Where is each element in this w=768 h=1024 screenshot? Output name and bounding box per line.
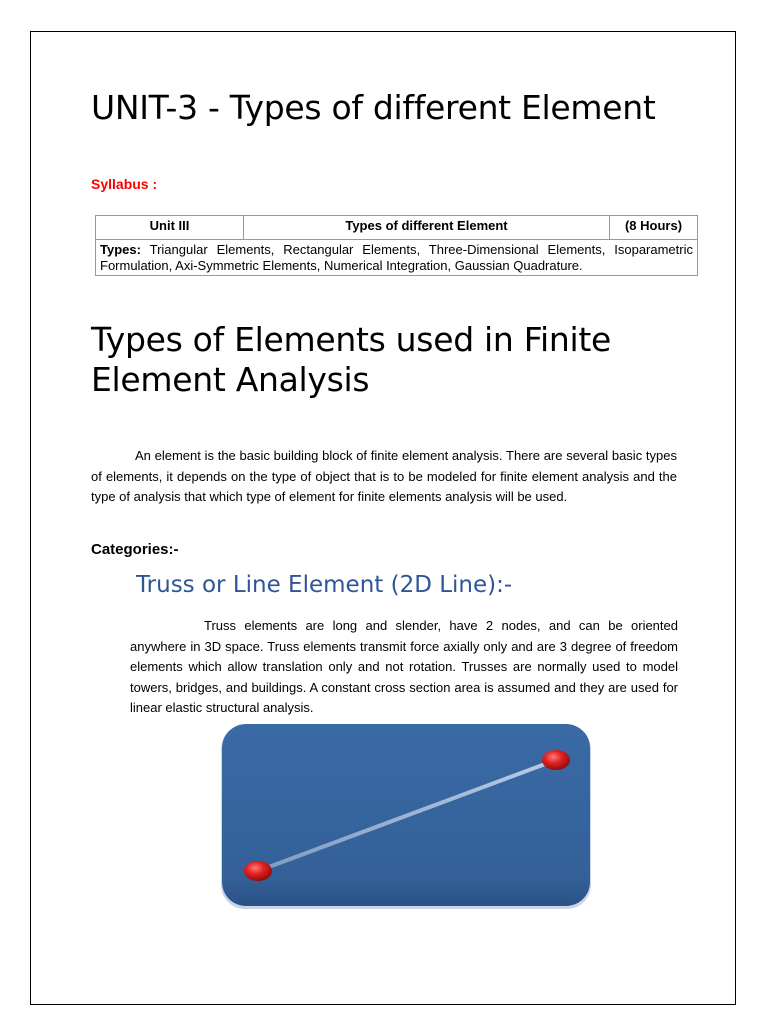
section-title: Types of Elements used in Finite Element Analysis xyxy=(91,320,611,399)
syllabus-body-row xyxy=(96,240,698,276)
syllabus-topic-cell: Types of different Element xyxy=(244,216,610,240)
syllabus-label: Syllabus : xyxy=(91,176,158,192)
unit-title: UNIT-3 - Types of different Element xyxy=(91,88,656,127)
syllabus-unit-cell: Unit III xyxy=(96,216,244,240)
intro-paragraph: An element is the basic building block of finite element analysis. There are several basic types of elements, it depends on the type of object that is to be modeled for finite element analysis and the type of analysis that which type of element for finite elements analysis will be used. xyxy=(91,448,677,504)
truss-figure-svg xyxy=(218,722,594,912)
truss-line-element-illustration xyxy=(218,722,594,912)
syllabus-table xyxy=(95,215,698,276)
node-2-icon xyxy=(542,750,570,770)
categories-label: Categories:- xyxy=(91,541,179,558)
syllabus-types-cell xyxy=(96,240,698,276)
syllabus-types-label: Types: xyxy=(100,242,141,257)
truss-paragraph: Truss elements are long and slender, have 2 nodes, and can be oriented anywhere in 3D space. Truss elements transmit force axially only and are 3 degree of freedom elements which allow translation only and not rotation. Trusses are normally used to model towers, bridges, and buildings. A constant cross section area is assumed and they are used for linear elastic structural analysis. xyxy=(130,618,678,715)
truss-heading: Truss or Line Element (2D Line):- xyxy=(136,572,513,598)
syllabus-header-row xyxy=(96,216,698,240)
syllabus-hours-cell: (8 Hours) xyxy=(610,216,698,240)
node-1-icon xyxy=(244,861,272,881)
syllabus-types-text: Triangular Elements, Rectangular Elements, Three-Dimensional Elements, Isoparametric Formulation, Axi-Symmetric Elements, Numerical Integration, Gaussian Quadrature. xyxy=(100,242,693,273)
